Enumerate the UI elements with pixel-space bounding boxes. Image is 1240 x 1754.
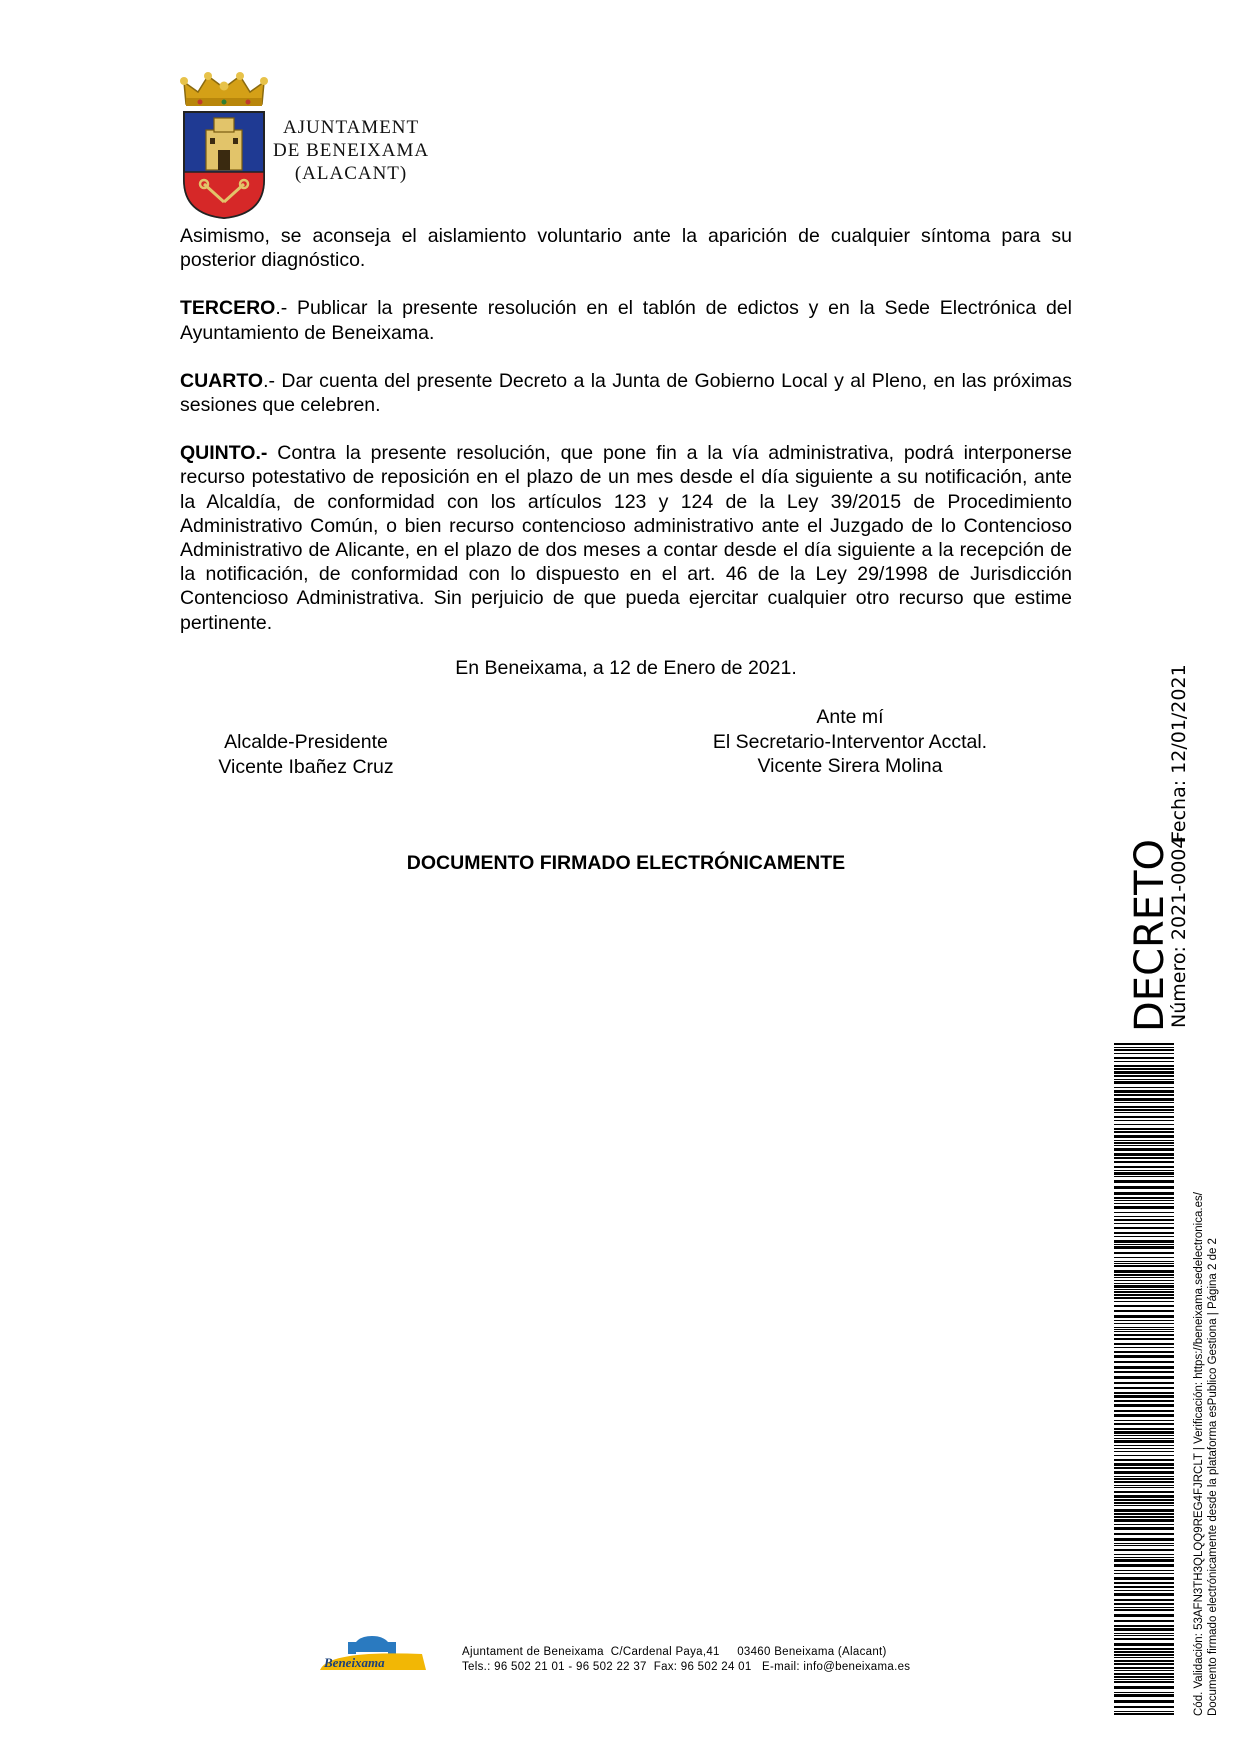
decree-body [180,224,1072,659]
secretary-attest: Ante mí [816,706,884,728]
barcode-bar [1114,1667,1174,1669]
barcode-bar [1114,1161,1174,1163]
barcode-bar [1114,1599,1174,1601]
paragraph-asimismo-text: Asimismo, se aconseja el aislamiento voluntario ante la aparición de cualquier síntoma para su posterior diagnóstico. [180,225,1072,272]
barcode-bar [1114,1343,1174,1345]
barcode-bar [1114,1570,1174,1571]
barcode-bar [1114,1392,1174,1394]
barcode-bar [1114,1106,1174,1108]
barcode-bar [1114,1706,1174,1708]
barcode-bar [1114,1057,1174,1059]
barcode-bar [1114,1200,1174,1201]
barcode-bar [1114,1499,1174,1501]
barcode-bar [1114,1471,1174,1474]
barcode-bar [1114,1654,1174,1656]
barcode-bar [1114,1679,1174,1680]
barcode-bar [1114,1351,1174,1353]
barcode-bar [1114,1557,1174,1558]
barcode-bar [1114,1428,1174,1430]
barcode-bar [1114,1061,1174,1062]
barcode-bar [1114,1700,1174,1703]
org-line-3: (ALACANT) [294,163,408,184]
barcode-bar [1114,1487,1174,1488]
barcode-bar [1114,1643,1174,1646]
barcode-bar [1114,1301,1174,1302]
organization-name [273,116,429,185]
footer-phones: Tels.: 96 502 21 01 - 96 502 22 37 Fax: 96 502 24 01 E-mail: info@beneixama.es [462,1661,911,1673]
barcode-bar [1114,1577,1174,1580]
tercero-text: .- Publicar la presente resolución en el tablón de edictos y en la Sede Electrónica del Ayuntamiento de Beneixama. [180,297,1072,344]
barcode-bar [1114,1382,1174,1384]
barcode-bar [1114,1543,1174,1544]
barcode-bar [1114,1212,1174,1213]
barcode-bar [1114,1524,1174,1525]
barcode-bar [1114,1289,1174,1290]
barcode-bar [1114,1102,1174,1103]
barcode-bar [1114,1131,1174,1133]
stamp-date: Fecha: 12/01/2021 [1168,664,1190,842]
barcode-bar [1114,1663,1174,1665]
barcode-bar [1114,1648,1174,1650]
barcode-bar [1114,1438,1174,1439]
platform-notice: Documento firmado electrónicamente desde la plataforma esPublico Gestiona | Página 2 de 2 [1207,1238,1219,1716]
barcode-bar [1114,1491,1174,1493]
barcode-bar [1114,1265,1174,1267]
barcode-bar [1114,1361,1174,1363]
barcode-bar [1114,1263,1174,1264]
barcode-bar [1114,1711,1174,1712]
barcode-bar [1114,1145,1174,1146]
footer-address: Ajuntament de Beneixama C/Cardenal Paya,41 03460 Beneixama (Alacant) [462,1646,887,1658]
barcode-bar [1114,1124,1174,1125]
barcode-bar [1114,1323,1174,1324]
barcode-bar [1114,1112,1174,1113]
barcode-bar [1114,1603,1174,1605]
barcode-bar [1114,1625,1174,1627]
barcode-bar [1114,1476,1174,1477]
electronic-signature-notice: DOCUMENTO FIRMADO ELECTRÓNICAMENTE [406,852,846,874]
barcode-bar [1114,1148,1174,1151]
footer-logo-word: Beneixama [324,1655,385,1670]
barcode-bar [1114,1047,1174,1048]
barcode-bar [1114,1478,1174,1480]
barcode-bar [1114,1170,1174,1171]
barcode-bar [1114,1075,1174,1077]
barcode-bar [1114,1291,1174,1293]
barcode-bar [1114,1043,1174,1045]
beneixama-footer-logo [318,1630,428,1672]
secretary-role: El Secretario-Interventor Acctal. [712,730,988,753]
barcode-bar [1114,1505,1174,1506]
barcode-bar [1114,1098,1174,1101]
barcode-bar [1114,1274,1174,1276]
barcode-bar [1114,1509,1174,1512]
barcode-bar [1114,1065,1174,1067]
barcode-bar [1114,1620,1174,1622]
barcode-bar [1114,1142,1174,1144]
barcode-bar [1114,1527,1174,1530]
org-line-2: DE BENEIXAMA [273,140,430,161]
barcode-bar [1114,1564,1174,1567]
barcode-bar [1114,1094,1174,1096]
barcode-bar [1114,1236,1174,1237]
quinto-label: QUINTO.- [180,442,268,465]
barcode-bar [1114,1410,1174,1412]
barcode-bar [1114,1455,1174,1456]
barcode-bar [1114,1463,1174,1466]
coat-of-arms-icon [180,72,268,222]
barcode-bar [1114,1440,1174,1443]
barcode-bar [1114,1305,1174,1307]
barcode-bar [1114,1400,1174,1402]
barcode-bar [1114,1448,1174,1449]
tercero-label: TERCERO [180,297,276,320]
barcode-bar [1114,1638,1174,1640]
barcode-bar [1114,1467,1174,1469]
barcode-bar [1114,1435,1174,1436]
barcode-bar [1114,1315,1174,1318]
barcode-bar [1114,1445,1174,1446]
barcode-bar [1114,1459,1174,1461]
barcode-bar [1114,1545,1174,1546]
barcode-bar [1114,1140,1174,1141]
barcode-bar [1114,1166,1174,1168]
barcode-bar [1114,1495,1174,1498]
barcode-bar [1114,1651,1174,1653]
barcode-bar [1114,1053,1174,1054]
barcode-bar [1114,1128,1174,1130]
barcode-bar [1114,1366,1174,1369]
barcode-bar [1114,1172,1174,1175]
barcode-bar [1114,1347,1174,1348]
barcode-bar [1114,1246,1174,1249]
barcode-bar [1114,1355,1174,1358]
barcode-bar [1114,1582,1174,1584]
barcode-bar [1114,1586,1174,1588]
barcode-bar [1114,1481,1174,1483]
barcode-bar [1114,1451,1174,1452]
mayor-role: Alcalde-Presidente [224,731,388,753]
barcode-bar [1114,1329,1174,1330]
secretary-name: Vicente Sirera Molina [757,755,943,777]
barcode-bar [1114,1573,1174,1574]
place-and-date: En Beneixama, a 12 de Enero de 2021. [455,657,797,679]
barcode-bar [1114,1232,1174,1234]
barcode-bar [1114,1681,1174,1683]
barcode-bar [1114,1294,1174,1296]
paragraph-quinto [180,441,1072,635]
barcode-bar [1114,1216,1174,1217]
barcode-bar [1114,1423,1174,1425]
barcode-bar [1114,1554,1174,1555]
barcode-bar [1114,1244,1174,1245]
barcode-bar [1114,1257,1174,1258]
stamp-decreto-title: DECRETO [1127,839,1173,1032]
barcode-bar [1114,1310,1174,1312]
signature-secretary [680,705,1020,779]
barcode-bar [1114,1559,1174,1562]
barcode-bar [1114,1431,1174,1434]
barcode-bar [1114,1395,1174,1398]
barcode-bar [1114,1223,1174,1224]
validation-code: Cód. Validación: 53AFN3TH3QLQQ9REG4FJRCLT | Verificación: https://beneixama.sedelectronica.es/ [1193,1192,1205,1716]
barcode-bar [1114,1176,1174,1177]
barcode-bar [1114,1219,1174,1221]
barcode-bar [1114,1285,1174,1288]
paragraph-asimismo [180,224,1072,272]
barcode-bar [1114,1203,1174,1204]
barcode-bar [1114,1186,1174,1189]
barcode-bar [1114,1513,1174,1515]
barcode-bar [1114,1261,1174,1262]
barcode-bar [1114,1180,1174,1183]
barcode-bar [1114,1609,1174,1611]
barcode-bar [1114,1376,1174,1379]
barcode-bar [1114,1227,1174,1229]
barcode-bar [1114,1607,1174,1608]
barcode-bar [1114,1538,1174,1541]
barcode-bar [1114,1081,1174,1084]
barcode-bar [1114,1673,1174,1675]
mayor-name: Vicente Ibañez Cruz [218,755,394,778]
quinto-text: Contra la presente resolución, que pone fin a la vía administrativa, podrá interponerse recurso potestativo de reposición en el plazo de un mes desde el día siguiente a su notificación, ante la Alcaldía, de conformidad con los artículos 123 y 124 de la Ley 39/2015 de Procedimiento Administrativo Común, o bien recurso contencioso administrativo ante el Juzgado de lo Contencioso Administrativo de Alicante, en el plazo de dos meses a contar desde el día siguiente a la recepción de la notificación, de conformidad con lo dispuesto en el art. 46 de la Ley 29/1998 de Jurisdicción Contencioso Administrativa. Sin perjuicio de que pueda ejercitar cualquier otro recurso que estime pertinente. [180,442,1072,634]
barcode-bar [1114,1079,1174,1080]
barcode-bar [1114,1090,1174,1093]
barcode-bar [1114,1283,1174,1284]
barcode-bar [1114,1327,1174,1328]
barcode-bar [1114,1414,1174,1417]
barcode-bar [1114,1153,1174,1156]
barcode-bar [1114,1657,1174,1658]
barcode-bar [1114,1713,1174,1715]
signature-mayor [180,730,432,779]
cuarto-text: .- Dar cuenta del presente Decreto a la Junta de Gobierno Local y al Pleno, en las próximas sesiones que celebren. [180,369,1072,417]
barcode-bar [1114,1109,1174,1111]
barcode-bar [1114,1197,1174,1199]
barcode-bar [1114,1485,1174,1486]
barcode-bar [1114,1387,1174,1389]
municipal-logo [180,72,440,222]
barcode-bar [1114,1320,1174,1321]
paragraph-tercero [180,296,1072,344]
barcode-bar [1114,1280,1174,1281]
barcode-bar [1114,1252,1174,1254]
cuarto-label: CUARTO [180,369,264,392]
barcode-bar [1114,1533,1174,1535]
barcode-bar [1114,1420,1174,1421]
barcode-bar [1114,1331,1174,1332]
barcode-bar [1114,1660,1174,1662]
barcode-bar [1114,1633,1174,1634]
barcode-bar [1114,1371,1174,1373]
barcode-bar [1114,1068,1174,1070]
barcode-bar [1114,1334,1174,1336]
barcode-bar [1114,1670,1174,1671]
barcode-bar [1114,1686,1174,1689]
barcode-bar [1114,1087,1174,1088]
barcode-bar [1114,1192,1174,1195]
barcode-bar [1114,1516,1174,1518]
barcode-bar [1114,1157,1174,1159]
barcode-bar [1114,1206,1174,1209]
barcode-bar [1114,1593,1174,1596]
stamp-number: Número: 2021-0004 [1168,836,1190,1028]
barcode-bar [1114,1694,1174,1697]
barcode-bar [1114,1404,1174,1407]
barcode-bar [1114,1297,1174,1299]
barcode-bar [1114,1614,1174,1617]
barcode-bar [1114,1135,1174,1138]
barcode-bar [1114,1071,1174,1074]
barcode-bar [1114,1277,1174,1278]
barcode-bar [1114,1692,1174,1693]
barcode-icon [1114,1043,1174,1715]
barcode-bar [1114,1338,1174,1340]
barcode-bar [1114,1549,1174,1551]
paragraph-cuarto [180,369,1072,417]
barcode-bar [1114,1120,1174,1121]
barcode-bar [1114,1049,1174,1051]
barcode-bar [1114,1590,1174,1591]
footer-contact [462,1645,910,1675]
barcode-bar [1114,1502,1174,1504]
barcode-bar [1114,1116,1174,1118]
barcode-bar [1114,1676,1174,1678]
barcode-bar [1114,1635,1174,1636]
barcode-bar [1114,1628,1174,1631]
barcode-bar [1114,1519,1174,1522]
barcode-bar [1114,1240,1174,1243]
org-line-1: AJUNTAMENT [282,117,420,138]
barcode-bar [1114,1270,1174,1273]
